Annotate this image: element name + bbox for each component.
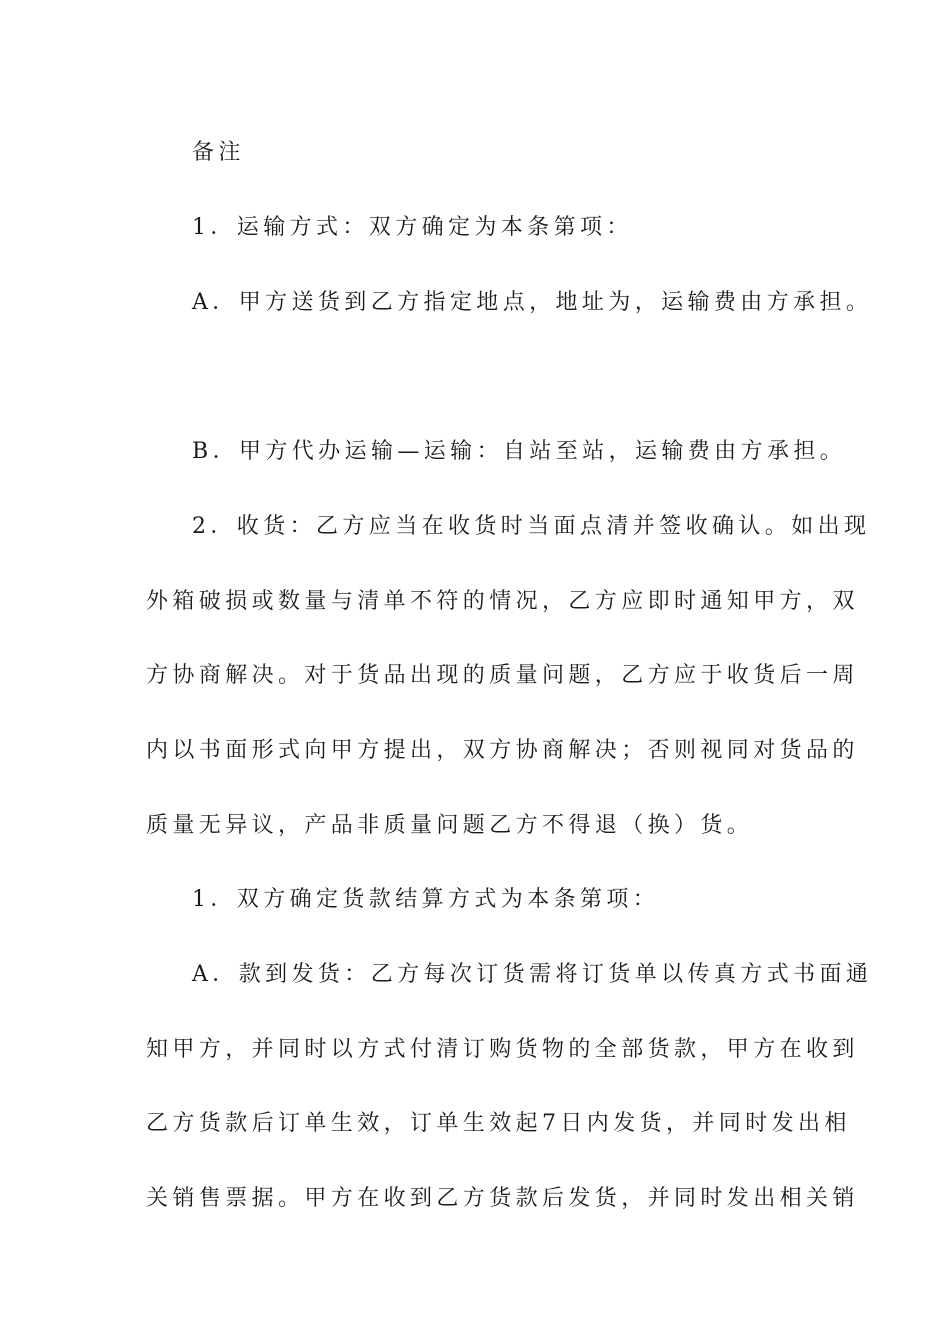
clause-transport-method: 1．运输方式：双方确定为本条第项： [192, 215, 633, 240]
clause-payment-option-a-line-1: A．款到发货：乙方每次订货需将订货单以传真方式书面通 [192, 962, 873, 987]
clause-receiving-line-1: 2．收货：乙方应当在收货时当面点清并签收确认。如出现 [192, 514, 871, 539]
clause-payment-method: 1．双方确定货款结算方式为本条第项： [192, 887, 660, 912]
clause-receiving-line-4: 内以书面形式向甲方提出，双方协商解决；否则视同对货品的 [146, 738, 859, 763]
clause-transport-option-a: A．甲方送货到乙方指定地点，地址为，运输费由方承担。 [192, 290, 873, 315]
clause-payment-option-a-line-3: 乙方货款后订单生效，订单生效起7日内发货，并同时发出相 [146, 1111, 851, 1136]
section-heading-remarks: 备注 [192, 140, 245, 165]
clause-transport-option-b: B．甲方代办运输—运输：自站至站，运输费由方承担。 [192, 439, 847, 464]
clause-payment-option-a-line-2: 知甲方，并同时以方式付清订购货物的全部货款，甲方在收到 [146, 1037, 859, 1062]
clause-receiving-line-5: 质量无异议，产品非质量问题乙方不得退（换）货。 [146, 813, 754, 838]
clause-receiving-line-3: 方协商解决。对于货品出现的质量问题，乙方应于收货后一周 [146, 663, 859, 688]
clause-payment-option-a-line-4: 关销售票据。甲方在收到乙方货款后发货，并同时发出相关销 [146, 1186, 859, 1211]
clause-receiving-line-2: 外箱破损或数量与清单不符的情况，乙方应即时通知甲方，双 [146, 589, 859, 614]
